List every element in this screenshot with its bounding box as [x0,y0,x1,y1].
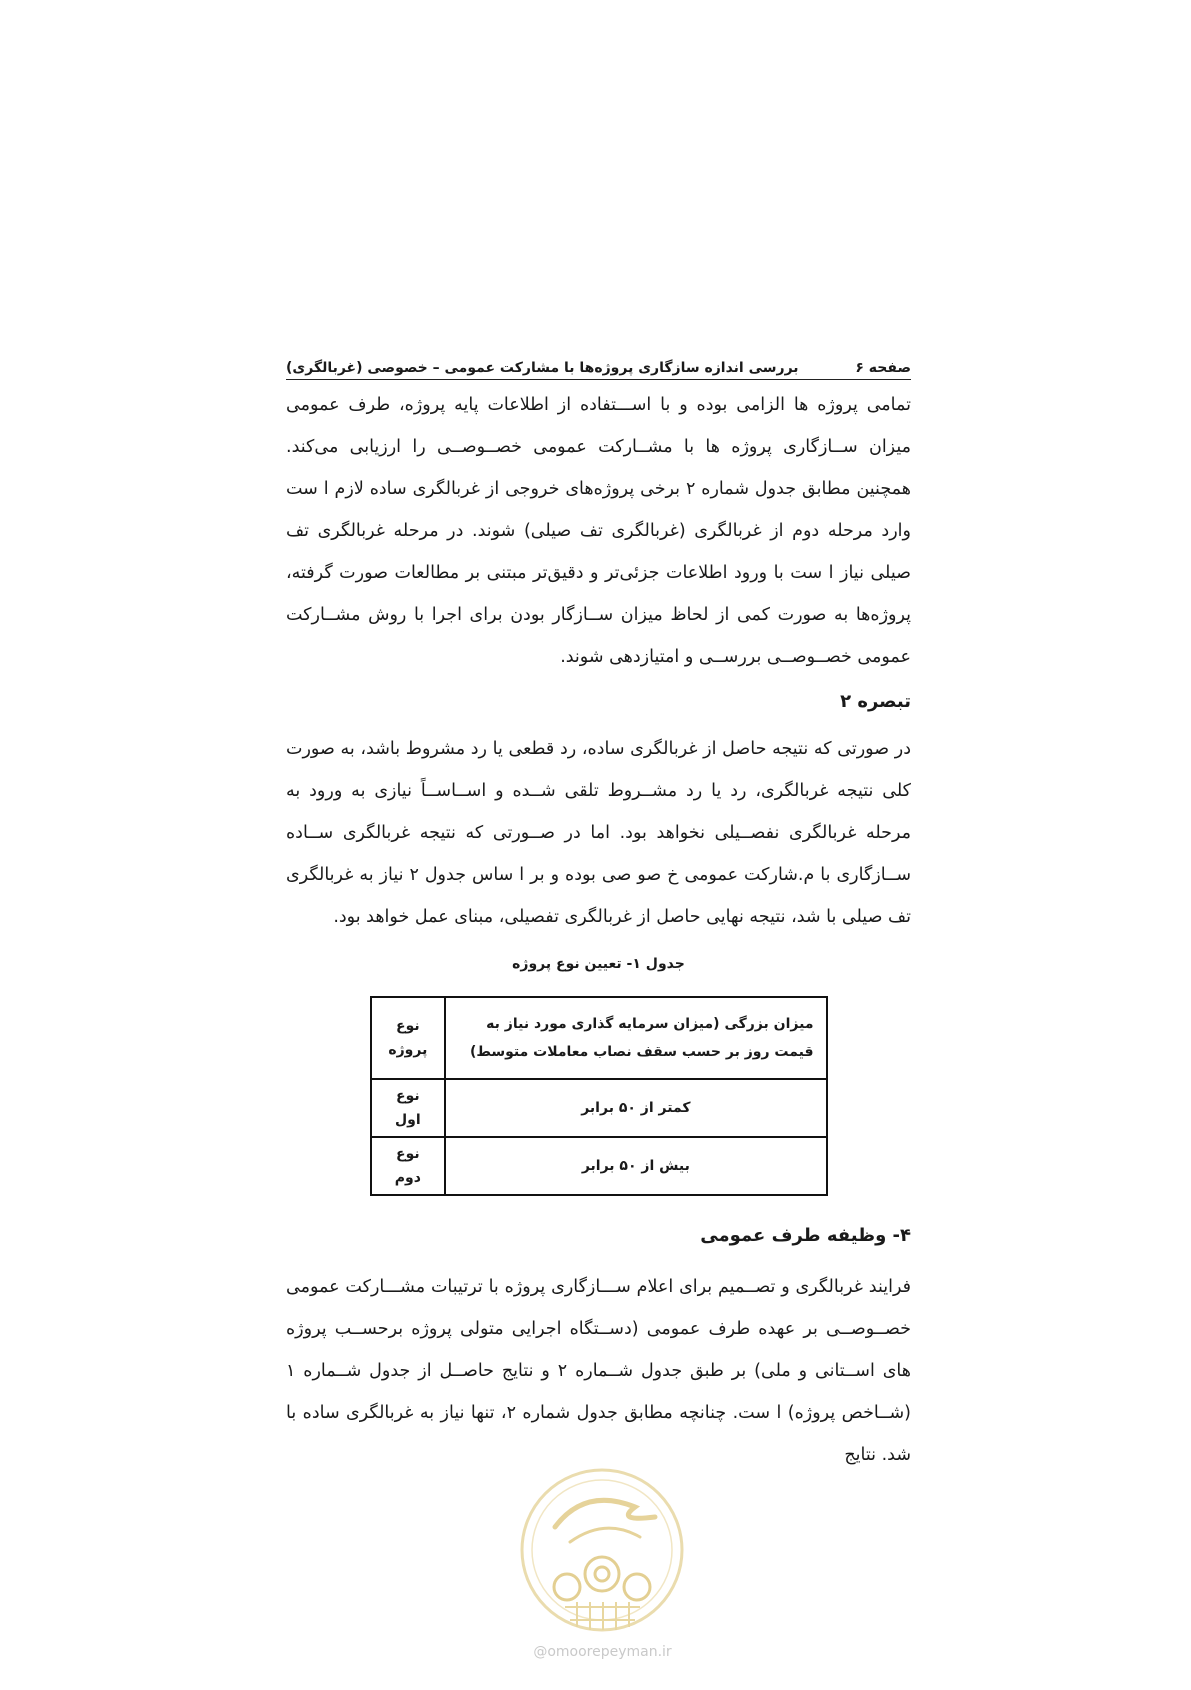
table-cell-type: نوع دوم [371,1137,446,1195]
table-row [371,1079,827,1137]
table-header-type: نوع پروژه [371,997,446,1079]
table-cell-size: بیش از ۵۰ برابر [445,1137,826,1195]
section-heading-note-2: تبصره ۲ [840,691,911,712]
paragraph-note-2: در صورتی که نتیجه حاصل از غربالگری ساده، رد قطعی یا رد مشروط باشد، به صورت کلی نتیجه غربالگری، رد یا رد مشــروط تلقی شــده و اســاســاً نیازی به ورود به مرحله غربالگری نفصــیلی نخواهد بود. اما در صــورتی که نتیجه غربالگری ســاده ســازگاری با م.شارکت عمومی خ صو صی بوده و بر ا ساس جدول ۲ نیاز به غربالگری تف صیلی با شد، نتیجه نهایی حاصل از غربالگری تفصیلی، مبنای عمل خواهد بود. [286,739,911,927]
page-header [286,348,911,380]
table-cell-size: کمتر از ۵۰ برابر [445,1079,826,1137]
watermark-logo [515,1462,690,1662]
table-row [371,1137,827,1195]
seal-icon [515,1462,690,1642]
page-number: صفحه ۶ [855,360,911,376]
main-content [286,384,911,1476]
section-heading-public-party-role: ۴- وظیفه طرف عمومی [700,1225,911,1246]
table-cell-type: نوع اول [371,1079,446,1137]
paragraph-intro: تمامی پروژه ها الزامی بوده و با اســـتفاده از اطلاعات پایه پروژه، طرف عمومی میزان ســازگاری پروژه ها با مشــارکت عمومی خصــوصــی را ارزیابی می‌کند. همچنین مطابق جدول شماره ۲ برخی پروژه‌های خروجی از غربالگری ساده لازم ا ست وارد مرحله دوم از غربالگری (غربالگری تف صیلی) شوند. در مرحله غربالگری تف صیلی نیاز ا ست با ورود اطلاعات جزئی‌تر و دقیق‌تر مبتنی بر مطالعات صورت گرفته، پروژه‌ها به صورت کمی از لحاظ میزان ســازگار بودن برای اجرا با روش مشــارکت عمومی خصــوصــی بررســی و امتیازدهی شوند. [286,395,911,667]
paragraph-public-party-role: فرایند غربالگری و تصــمیم برای اعلام ســـازگاری پروژه با ترتیبات مشـــارکت عمومی خصــوصــی بر عهده طرف عمومی (دســتگاه اجرایی متولی پروژه برحســب پروژه های اســتانی و ملی) بر طبق جدول شــماره ۲ و نتایج حاصــل از جدول شــماره ۱ (شــاخص پروژه) ا ست. چنانچه مطابق جدول شماره ۲، تنها نیاز به غربالگری ساده با شد. نتایج [286,1277,911,1465]
table-header-row [371,997,827,1079]
project-type-table [370,996,828,1196]
table-caption: جدول ۱- تعیین نوع پروژه [512,956,685,972]
watermark-url: @omoorepeyman.ir [533,1644,672,1660]
table-header-size: میزان بزرگی (میزان سرمایه گذاری مورد نیاز به قیمت روز بر حسب سقف نصاب معاملات متوسط) [445,997,826,1079]
running-title: بررسی اندازه سازگاری پروژه‌ها با مشارکت عمومی – خصوصی (غربالگری) [286,360,799,376]
